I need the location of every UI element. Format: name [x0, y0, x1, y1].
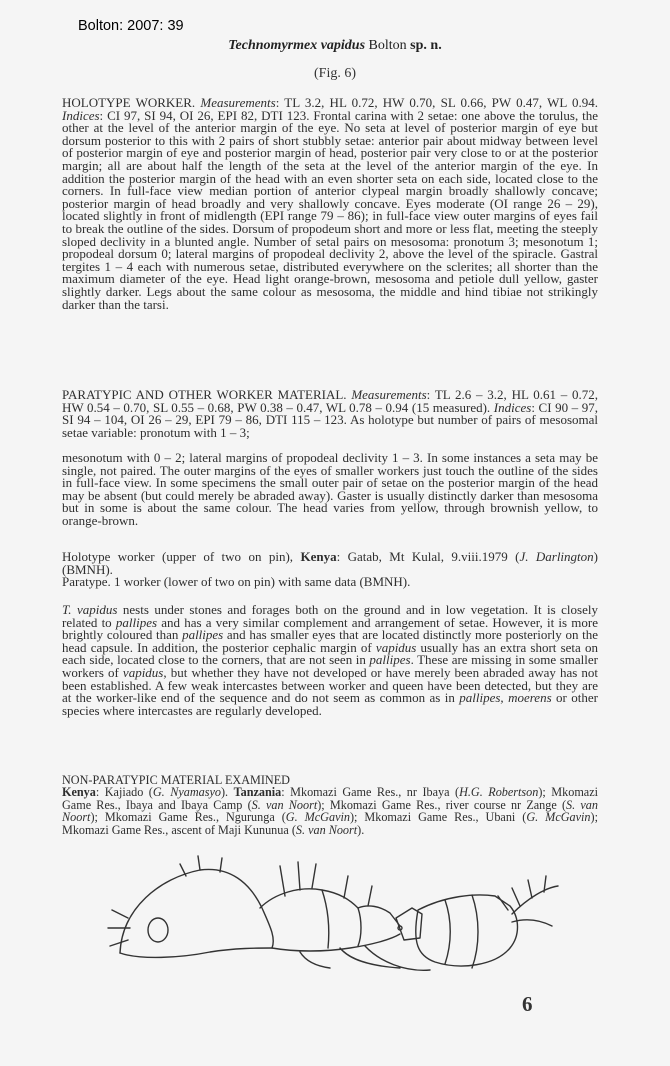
collector-name: S. van Noort	[295, 822, 358, 837]
paratypic-continuation: mesonotum with 0 – 2; lateral margins of propodeal declivity 1 – 3. In some instances a seta may be single, not paired. The outer margins of the eyes of smaller workers just touch the outline of the sides in full-face view. In some specimens the small outer pair of setae on the posterior margin of the head may be absent (but could merely be abraded away). Gaster is usually distinctly darker than mesosoma but in some is about the same colour. The head varies from yellow, through brownish yellow, to orange-brown.	[62, 450, 598, 528]
paratype-data: Paratype. 1 worker (lower of two on pin) with same data (BMNH).	[62, 574, 411, 590]
locality-text: ).	[357, 822, 365, 837]
ant-gaster-outline	[416, 895, 518, 966]
ant-gaster-segments	[445, 895, 478, 968]
species-author: Bolton	[368, 38, 407, 53]
holotype-depository: ) (BMNH).	[62, 549, 598, 577]
remarks-text: and has smaller eyes that are located distinctly more posteriorly on the head capsule. In addition, the posterior cephalic margin of	[62, 627, 598, 655]
ant-mesosoma-setae	[280, 862, 372, 906]
holotype-locality: : Gatab, Mt Kulal, 9.viii.1979 (	[336, 549, 520, 564]
locality-text: ); Mkomazi Game Res., river course nr Zange (	[317, 797, 567, 812]
ant-mesosoma-outline	[260, 889, 400, 926]
locality-text: ); Mkomazi Game Res., Ubani (	[349, 810, 527, 825]
locality-text: : Mkomazi Game Res., nr Ibaya (	[281, 785, 460, 800]
paratypic-indices: : CI 90 – 97, SI 94 – 104, OI 26 – 29, EPI 79 – 86, DTI 115 – 123. As holotype but number of pairs of mesosomal setae variable: pronotum with 1 – 3;	[62, 399, 599, 440]
locality-text: ); Mkomazi Game Res., Ngurunga (	[90, 810, 286, 825]
holotype-measurements: : TL 3.2, HL 0.72, HW 0.70, SL 0.66, PW 0.47, WL 0.94.	[275, 95, 599, 110]
collector-name: H.G. Robertson	[459, 785, 539, 800]
remarks-text: . These are missing in some smaller workers of	[62, 652, 598, 680]
type-country: Kenya	[300, 549, 337, 564]
collector-name: G. McGavin	[526, 810, 591, 825]
remarks-text: and has a very similar complement and arrangement of setae. However, it is more brightly coloured than	[62, 614, 598, 643]
remarks-species: pallipes, moerens	[459, 690, 552, 706]
remarks-paragraph	[62, 604, 598, 717]
remarks-species: pallipes	[369, 652, 411, 668]
paratypic-indices-label: Indices	[493, 399, 532, 415]
paratypic-paragraph	[62, 389, 598, 439]
country-tanzania: Tanzania	[233, 785, 282, 800]
collector-name: S. van Noort	[62, 797, 598, 825]
holotype-data: Holotype worker (upper of two on pin),	[62, 549, 301, 564]
species-name: Technomyrmex vapidus	[228, 38, 366, 53]
holotype-indices-label: Indices	[62, 107, 100, 123]
holotype-indices: : CI 97, SI 94, OI 26, EPI 82, DTI 123.	[99, 107, 310, 123]
locality-text: ); Mkomazi Game Res., Ibaya and Ibaya Camp (	[62, 785, 599, 812]
remarks-text: usually has an extra short seta on each side, located close to the corners, that are not seen in	[62, 639, 598, 668]
remarks-species: T. vapidus	[62, 602, 118, 617]
figure-reference: (Fig. 6)	[314, 66, 356, 81]
species-status: sp. n.	[410, 38, 442, 53]
ant-mesosoma-lower	[272, 934, 400, 951]
locality-text: ); Mkomazi Game Res., ascent of Maji Kununua (	[62, 810, 598, 837]
non-paratypic-paragraph	[62, 774, 598, 836]
ant-profile-illustration	[100, 848, 560, 983]
remarks-text: , but whether they have not developed or have merely been abraded away has not been established. A few weak intercastes between worker and queen have been detected, but they are at the worker-like end of the sequence and do not seem as common as in	[62, 664, 598, 706]
remarks-species: vapidus	[122, 664, 164, 680]
holotype-description: Frontal carina with 2 setae: one above the torulus, the other at the level of the anterior margin of the eye. No seta at level of posterior margin of eye but dorsum posterior to this with 2 pairs of short stubbly setae: anterior pair about midway between level of posterior margin of eye and posterior margin of head, posterior pair very close to or at the posterior margin; all are about half the length of the seta at the level of the anterior margin of the eye. In addition the posterior margin of the head with an even shorter seta on each side, located close to the corners. In full-face view median portion of anterior clypeal margin broadly shallowly concave; posterior margin of head broadly and very shallowly concave. Eyes moderate (OI range 26 – 29), located slightly in front of midlength (EPI range 79 – 86); in full-face view outer margins of eyes fail to break the outline of the sides. Dorsum of propodeum short and more or less flat, meeting the steeply sloped declivity in a blunted angle. Number of setal pairs on mesosoma: pronotum 3; mesonotum 1; propodeal dorsum 0; lateral margins of propodeal declivity 2, above the level of the spiracle. Gastral tergites 1 – 4 each with numerous setae, distributed everywhere on the sclerites; all shorter than the maximum diameter of the eye. Head light orange-brown, mesosoma and petiole dull yellow, gaster slightly darker. Legs about the same colour as mesosoma, the middle and hind tibiae not strikingly darker than the tarsi.	[62, 107, 599, 312]
remarks-species: pallipes	[182, 627, 224, 643]
holotype-collector: J. Darlington	[519, 549, 594, 564]
holotype-heading: HOLOTYPE WORKER.	[62, 95, 196, 110]
holotype-measurements-label: Measurements	[200, 95, 276, 110]
non-paratypic-heading: NON-PARATYPIC MATERIAL EXAMINED	[62, 773, 290, 787]
holotype-paragraph	[62, 97, 598, 311]
ant-head-lower	[120, 948, 272, 957]
paratypic-measurements: : TL 2.6 – 3.2, HL 0.61 – 0.72, HW 0.54 – 0.70, SL 0.55 – 0.68, PW 0.38 – 0.47, WL 0.78 – 0.94 (15 measured).	[62, 387, 598, 415]
remarks-species: pallipes	[115, 614, 158, 630]
ant-legs	[300, 946, 430, 970]
paratypic-heading: PARATYPIC AND OTHER WORKER MATERIAL.	[62, 387, 347, 402]
ant-antenna	[108, 910, 130, 946]
remarks-species: vapidus	[375, 639, 417, 655]
ant-head-outline	[120, 869, 273, 953]
country-kenya: Kenya	[62, 785, 96, 800]
type-material-paragraph	[62, 551, 598, 589]
ant-eye	[148, 918, 168, 942]
locality-text: : Kajiado (	[95, 785, 153, 800]
collector-name: S. van Noort	[251, 797, 318, 812]
citation-label: Bolton: 2007: 39	[78, 18, 184, 34]
ant-hind-leg	[512, 886, 558, 926]
ant-mesosoma-sutures	[322, 890, 361, 948]
remarks-text: or other species where intercastes are regularly developed.	[62, 690, 598, 718]
figure-number: 6	[522, 992, 533, 1016]
remarks-text: nests under stones and forages both on the ground and in low vegetation. It is closely related to	[62, 602, 598, 630]
species-title	[0, 38, 670, 54]
collector-name: G. Nyamasyo	[152, 785, 221, 800]
paratypic-measurements-label: Measurements	[351, 387, 427, 402]
collector-name: G. McGavin	[285, 810, 350, 825]
locality-text: ).	[221, 785, 234, 800]
